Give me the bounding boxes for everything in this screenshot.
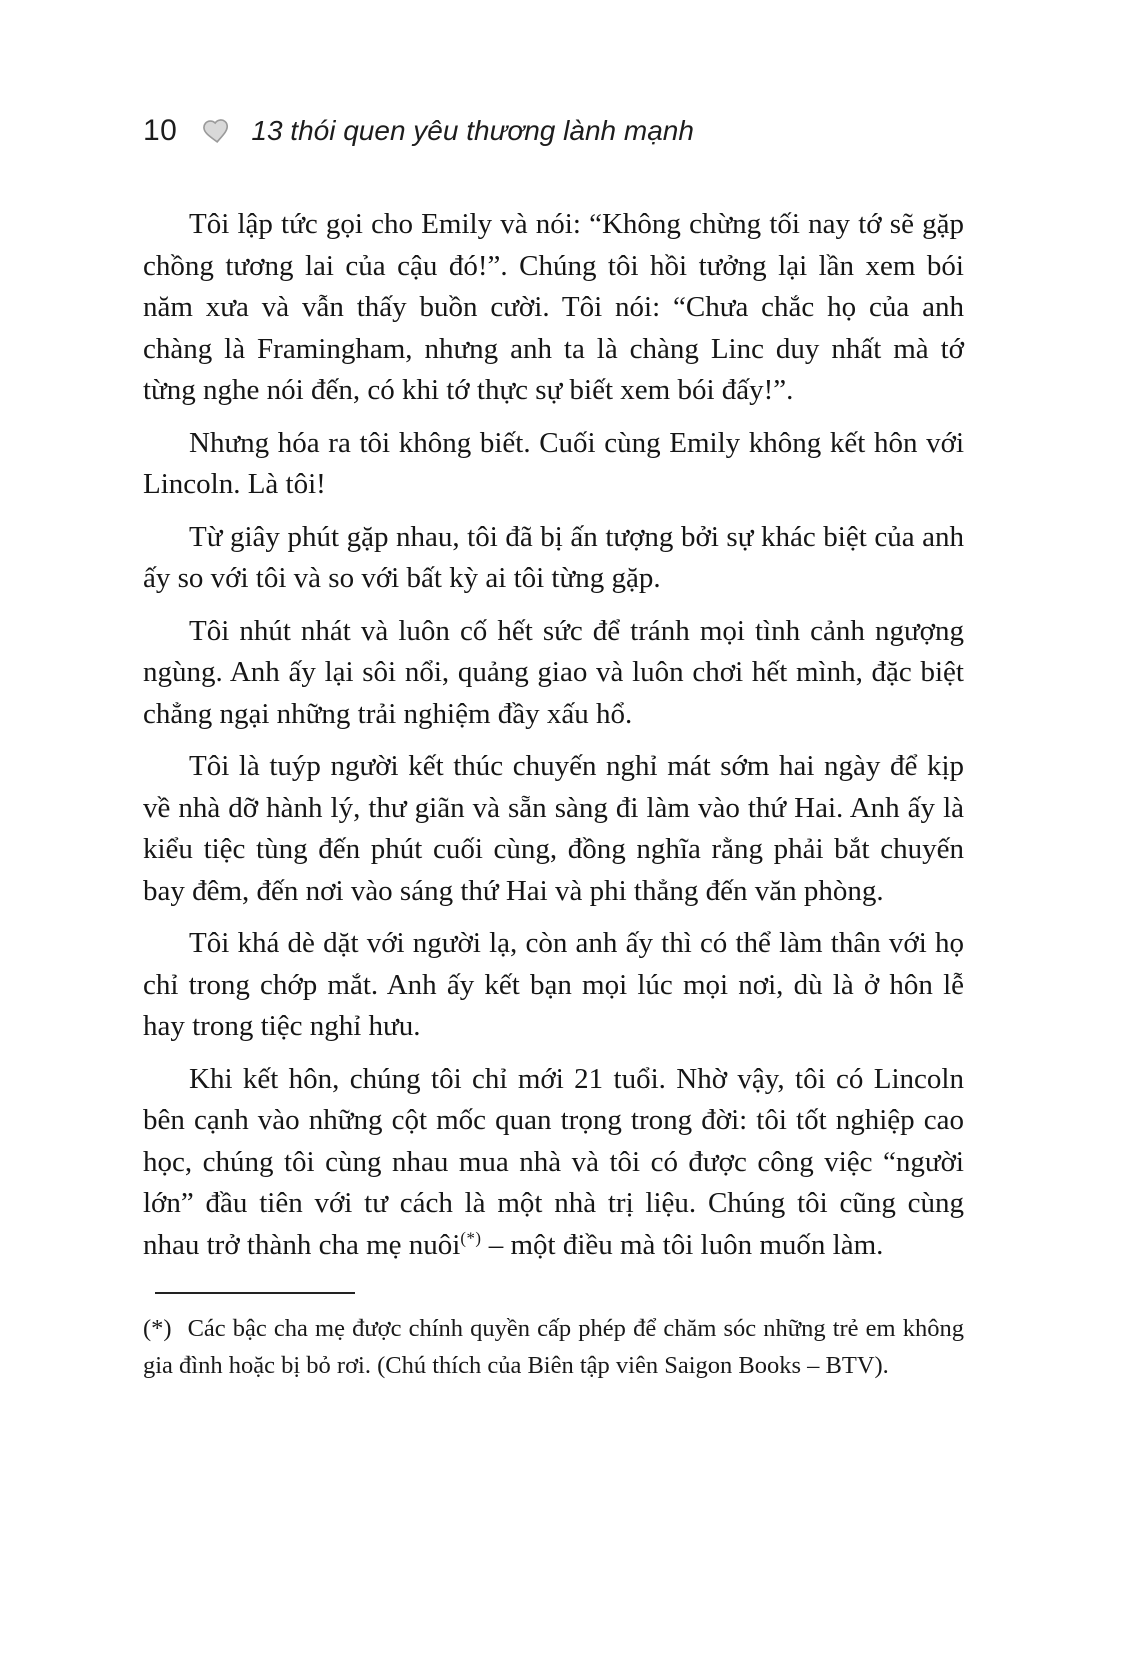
paragraph-7	[143, 1059, 964, 1267]
footnote-reference: (*)	[460, 1227, 482, 1247]
footnote-text: Các bậc cha mẹ được chính quyền cấp phép để chăm sóc những trẻ em không gia đình hoặc bị bỏ rơi. (Chú thích của Biên tập viên Saigon Books – BTV).	[143, 1315, 964, 1379]
heart-icon	[200, 116, 233, 147]
body-text	[143, 204, 964, 1266]
running-header	[143, 112, 964, 150]
paragraph-5: Tôi là tuýp người kết thúc chuyến nghỉ mát sớm hai ngày để kịp về nhà dỡ hành lý, thư giãn và sẵn sàng đi làm vào thứ Hai. Anh ấy là kiểu tiệc tùng đến phút cuối cùng, đồng nghĩa rằng phải bắt chuyến bay đêm, đến nơi vào sáng thứ Hai và phi thẳng đến văn phòng.	[143, 750, 964, 907]
paragraph-4: Tôi nhút nhát và luôn cố hết sức để tránh mọi tình cảnh ngượng ngùng. Anh ấy lại sôi nổi, quảng giao và luôn chơi hết mình, đặc biệt chẳng ngại những trải nghiệm đầy xấu hổ.	[143, 614, 964, 730]
page-number: 10	[143, 114, 178, 147]
footnote-marker: (*)	[143, 1315, 172, 1342]
paragraph-7-text: Khi kết hôn, chúng tôi chỉ mới 21 tuổi. Nhờ vậy, tôi có Lincoln bên cạnh vào những cột mốc quan trọng trong đời: tôi tốt nghiệp cao học, chúng tôi cùng nhau mua nhà và tôi có được công việc “người lớn” đầu tiên với tư cách là một nhà trị liệu. Chúng tôi cũng cùng nhau trở thành cha mẹ nuôi	[143, 1062, 964, 1261]
paragraph-1: Tôi lập tức gọi cho Emily và nói: “Không chừng tối nay tớ sẽ gặp chồng tương lai của cậu đó!”. Chúng tôi hồi tưởng lại lần xem bói năm xưa và vẫn thấy buồn cười. Tôi nói: “Chưa chắc họ của anh chàng là Framingham, nhưng anh ta là chàng Linc duy nhất mà tớ từng nghe nói đến, có khi tớ thực sự biết xem bói đấy!”.	[143, 208, 964, 406]
footnote	[143, 1310, 964, 1384]
paragraph-3: Từ giây phút gặp nhau, tôi đã bị ấn tượng bởi sự khác biệt của anh ấy so với tôi và so với bất kỳ ai tôi từng gặp.	[143, 520, 964, 594]
paragraph-2: Nhưng hóa ra tôi không biết. Cuối cùng Emily không kết hôn với Lincoln. Là tôi!	[143, 426, 964, 500]
paragraph-7-text-after: – một điều mà tôi luôn muốn làm.	[481, 1228, 884, 1261]
paragraph-6: Tôi khá dè dặt với người lạ, còn anh ấy thì có thể làm thân với họ chỉ trong chớp mắt. Anh ấy kết bạn mọi lúc mọi nơi, dù là ở hôn lễ hay trong tiệc nghỉ hưu.	[143, 927, 964, 1042]
running-title: 13 thói quen yêu thương lành mạnh	[251, 115, 694, 146]
footnote-divider	[155, 1292, 355, 1294]
